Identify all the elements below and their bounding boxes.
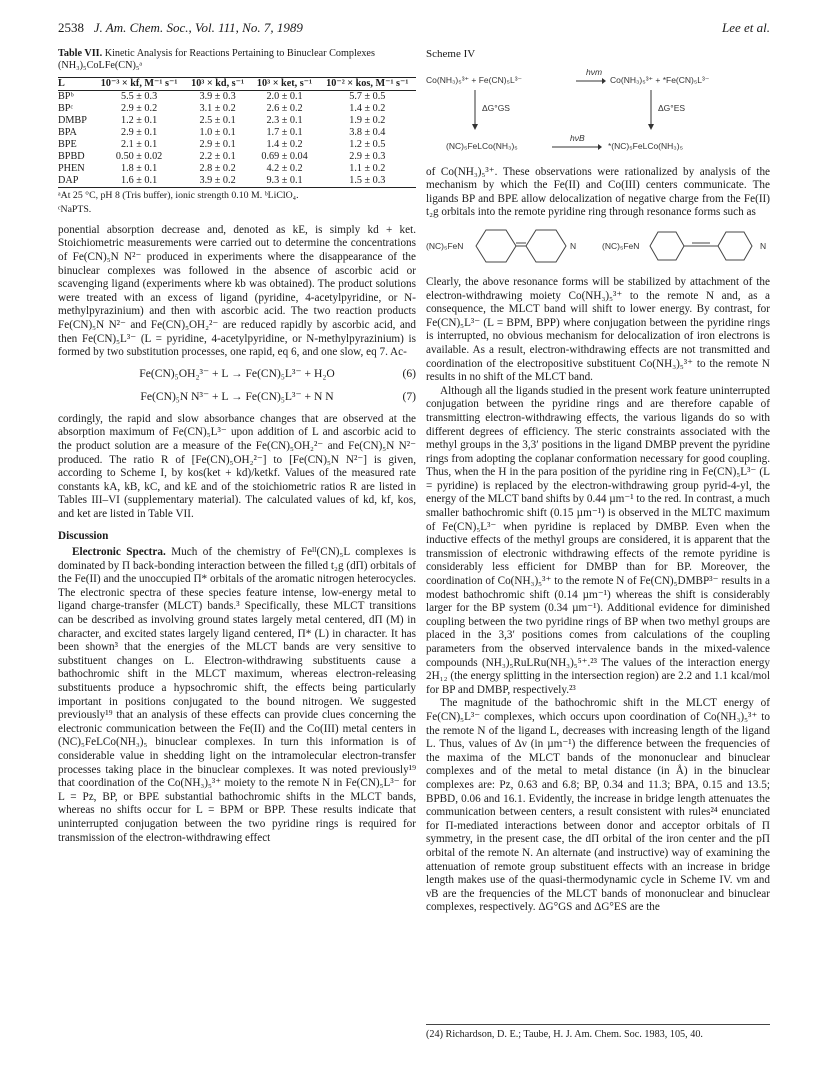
running-header [58, 20, 770, 38]
table-cell: 2.9 ± 0.2 [121, 102, 158, 114]
table-row [58, 90, 416, 103]
table-cell: 0.50 ± 0.02 [115, 150, 163, 162]
scheme-top-left: Co(NH₃)₅³⁺ + Fe(CN)₅L³⁻ [426, 74, 523, 85]
resonance-forms [426, 226, 770, 268]
col-header-kd: 10³ × kd, s⁻¹ [185, 77, 251, 90]
table-cell: 1.4 ± 0.2 [266, 138, 303, 150]
table-row [58, 163, 416, 175]
col-header-kf: 10⁻³ × kf, M⁻¹ s⁻¹ [93, 77, 184, 90]
header-left [58, 20, 303, 36]
table-cell: 1.9 ± 0.2 [349, 114, 386, 126]
table-row [58, 127, 416, 139]
table-cell: 1.8 ± 0.1 [121, 162, 158, 174]
page-number: 2538 [58, 20, 84, 35]
table-cell: 1.2 ± 0.5 [349, 138, 386, 150]
col-header-ket: 10³ × ket, s⁻¹ [250, 77, 318, 90]
equation-number: (6) [402, 366, 416, 380]
col-header-kos: 10⁻² × kos, M⁻¹ s⁻¹ [319, 77, 416, 90]
table-cell: BPBD [58, 150, 85, 162]
table-cell: 3.1 ± 0.2 [199, 102, 236, 114]
paragraph: cordingly, the rapid and slow absorbance changes that are observed at the absorption maximum of Fe(CN)₅L³⁻ upon addition of L and ascorbic acid to the product solution are a measure of the Fe(CN)₅OH₂²⁻ and Fe(CN)₅N N²⁻ produced. The ratio R of [Fe(CN)₅OH₂²⁻] to [Fe(CN)₅N N²⁻] is given, according to Scheme I, by kos(ket + kd)/ketkf. Values of the measured rate constants kA, kB, kC, and kE and of the stoichiometric ratios R are listed in Tables III–VI (supplementary material). The calculated values of kd, kf, kos, and ket are listed in Table VII. [58, 412, 416, 520]
table-cell: 3.9 ± 0.3 [199, 90, 236, 102]
table-cell: BPᶜ [58, 102, 74, 114]
paragraph-text: Much of the chemistry of Feᴵᴵ(CN)₅L complexes is dominated by Π back-bonding interaction between the filled t₂g (dΠ) orbitals of the Fe(II) and the unoccupied Π* orbitals of the aromatic nitrogen heterocycles. The electronic spectra of these species feature intense, low-energy metal to ligand charge-transfer (MLCT) bands.³ Specifically, these MLCT transitions can be described as involving ground states largely metal centered, dΠ (M) in character, and excited states largely ligand centered, Π* (L) in character. It has been shown³ that the energies of the MLCT bands are very sensitive to substituent changes on L. Electron-withdrawing substituents cause a bathochromic shift in the MLCT maximum, whereas electron-releasing substituents produce a hypsochromic shift, the effects being particularly important in positions conjugated to the bound nitrogen. We suggested previously¹⁹ that an analysis of these effects can provide clues concerning the electronic communication between the Fe(II) and the Co(III) metal centers in (NC)₅FeLCo(NH₃)₅ binuclear complexes. In turn this information is of considerable value in shedding light on the intramolecular electron-transfer processes taking place in the binuclear complexes. It was noted previously¹⁹ that coordination of the Co(NH₃)₅³⁺ moiety to the remote N in Fe(CN)₅L³⁻ for L = Pz, BP, or BPE substantial bathochromic shifts in the MLCT bands, whereas no shifts occur for L = BPM or BPP. These results indicate that uninterrupted conjugation between the two pyridine rings is required for transmission of the electron-withdrawing effect [58, 546, 416, 844]
scheme-top-right: Co(NH₃)₅³⁺ + *Fe(CN)₅L³⁻ [610, 74, 710, 85]
paragraph [58, 546, 416, 845]
table-cell: 2.8 ± 0.2 [199, 162, 236, 174]
paragraph: ponential absorption decrease and, denoted as kE, is simply kd + ket. Stoichiometric measurements were carried out to determine the concentrations of Fe(CN)₅N N²⁻ produced in experiments where the disappearance of the binuclear complexes was followed in the absence of ascorbic acid or scavenging ligand (experiments where kb was obtained). The product solutions were treated with an excess of ligand (pyridine, 4-acetylpyridine, or N-methylpyrazinium) and then with ascorbic acid. The two reaction products Fe(CN)₅N N²⁻ and Fe(CN)₅OH₂²⁻ are reduced rapidly by ascorbic acid, and then Fe(CN)₅L³⁻ (L = pyridine, 4-acetylpyridine, or N-methylpyrazinium) is formed by two substitution processes, one rapid, eq 6, and one slow, eq 7. Ac- [58, 223, 416, 359]
equation-text: Fe(CN)₅N N³⁻ + L → Fe(CN)₅L³⁻ + N N [140, 389, 334, 403]
equation-text: Fe(CN)₅OH₂³⁻ + L → Fe(CN)₅L³⁻ + H₂O [139, 366, 335, 380]
table-cell: 2.2 ± 0.1 [199, 150, 236, 162]
run-in-heading: Electronic Spectra. [72, 546, 166, 559]
scheme-iv-diagram [426, 66, 770, 166]
page-footnote: (24) Richardson, D. E.; Taube, H. J. Am. Chem. Soc. 1983, 105, 40. [426, 1024, 770, 1040]
bpe-quinoid-structure [646, 226, 758, 266]
table-row [58, 103, 416, 115]
resonance-1-n: N [570, 240, 577, 251]
table-cell: 0.69 ± 0.04 [261, 150, 308, 162]
table-cell: 9.3 ± 0.1 [250, 175, 318, 188]
table-footnote-a: ᵃAt 25 °C, pH 8 (Tris buffer), ionic strength 0.10 M. ᵇLiClO₄. [58, 189, 299, 201]
table-cell: 1.6 ± 0.1 [93, 175, 184, 188]
table-cell: 1.7 ± 0.1 [266, 126, 303, 138]
table-label: Table VII. [58, 48, 103, 59]
table-footnote-c: ᶜNaPTS. [58, 203, 92, 215]
table-cell: BPA [58, 126, 77, 138]
table-cell: BPᵇ [58, 90, 74, 102]
table-cell: 5.5 ± 0.3 [121, 90, 158, 102]
scheme-bottom-right: *(NC)₅FeLCo(NH₃)₅ [608, 140, 684, 151]
table-cell: 1.0 ± 0.1 [199, 126, 236, 138]
paragraph: Clearly, the above resonance forms will be stabilized by attachment of the electron-withdrawing moiety Co(NH₃)₅³⁺ to the remote N and, as a consequence, the MLCT band will shift to lower energy. By contrast, for Fe(CN)₅L³⁻ (L = BPM, BPP) where conjugation between the pyridine rings is interrupted, no obvious mechanism for delocalization of iron electrons is available. As a result, electron-withdrawing effects are not transmitted and coordination of the electropositive substituent Co(NH₃)₅³⁺ to the remote N results in no shift of the MLCT band. [426, 275, 770, 384]
table-caption [58, 48, 416, 73]
table-cell: 2.9 ± 0.1 [199, 138, 236, 150]
table-cell: 1.5 ± 0.3 [319, 175, 416, 188]
journal-name: J. Am. Chem. Soc., [93, 20, 192, 35]
table-cell: 1.1 ± 0.2 [349, 162, 386, 174]
table-cell: DAP [58, 175, 93, 188]
section-heading: Discussion [58, 529, 109, 542]
table-cell: 4.2 ± 0.2 [266, 162, 303, 174]
right-column [426, 48, 770, 915]
table-cell: 2.9 ± 0.1 [121, 126, 158, 138]
arrow-down-icon [470, 90, 480, 130]
table-cell: 1.2 ± 0.1 [121, 114, 158, 126]
scheme-dg-es: ΔG°ES [658, 102, 686, 113]
table-cell: 3.9 ± 0.2 [185, 175, 251, 188]
col-header-ligand: L [58, 77, 93, 90]
arrow-right-icon [552, 142, 602, 152]
table-row [58, 115, 416, 127]
table-row [58, 139, 416, 151]
bipyridine-quinoid-structure [470, 226, 570, 266]
resonance-1-label: (NC)₅FeN [426, 240, 464, 251]
scheme-bottom-arrow-label: hνB [570, 132, 585, 143]
paragraph: The magnitude of the bathochromic shift in the MLCT energy of Fe(CN)₅L³⁻ complexes, which occurs upon coordination of Co(NH₃)₅³⁺ to the remote N of the ligand L, decreases with increasing length of the ligand L. Thus, values of Δν (in µm⁻¹) the difference between the frequencies of the maxima of the MLCT bands of the mononuclear and binuclear complexes and of the metal to metal distance (in Å) in the binuclear complexes are: Pz, 0.63 and 6.8; BP, 0.34 and 11.3; BPA, 0.15 and 13.5; BPBD, 0.06 and 16.1. Evidently, the increase in bridge length attenuates the communication between centers, a result consistent with rules²⁴ enunciated for Π-mediated interactions between donor and acceptor orbitals of Π symmetry, in the present case, the dΠ orbital of the iron center and the pΠ orbital of the remote N. An alternate (and instructive) way of examining the attenuation of remote group substituent effects with an increase in bridge length makes use of the quasi-thermodynamic cycle in Scheme IV. νm and νB are the frequencies of the MLCT bands of mononuclear and binuclear complexes, respectively. ΔG°GS and ΔG°ES are the [426, 697, 770, 914]
table-cell: 2.6 ± 0.2 [266, 102, 303, 114]
scheme-bottom-left: (NC)₅FeLCo(NH₃)₅ [446, 140, 518, 151]
table-cell: 2.9 ± 0.3 [349, 150, 386, 162]
table-cell: 2.0 ± 0.1 [266, 90, 303, 102]
equation-number: (7) [402, 389, 416, 403]
table-cell: 2.1 ± 0.1 [121, 138, 158, 150]
table-title: Kinetic Analysis for Reactions Pertaining to Binuclear Complexes (NH₃)₅CoLFe(CN)₅ᵃ [58, 48, 375, 72]
resonance-2-n: N [760, 240, 767, 251]
equation-6 [58, 367, 416, 383]
table-cell: 3.8 ± 0.4 [349, 126, 386, 138]
scheme-title: Scheme IV [426, 48, 476, 60]
scheme-top-arrow-label: hνm [586, 66, 603, 77]
equation-7 [58, 390, 416, 406]
resonance-2-label: (NC)₅FeN [602, 240, 640, 251]
paragraph: of Co(NH₃)₅³⁺. These observations were rationalized by analysis of the mechanism by which the Fe(II) and Co(III) centers communicate. The ligands BP and BPE allow delocalization of negative charge from the Fe(II) t₂g orbitals into the remote pyridine ring through resonance forms such as [426, 165, 770, 219]
journal-volume: Vol. 111, No. 7, 1989 [194, 20, 303, 35]
arrow-right-icon [576, 76, 606, 86]
table-cell: BPE [58, 138, 77, 150]
left-column [58, 48, 416, 845]
kinetic-table [58, 77, 416, 188]
table-cell: 5.7 ± 0.5 [349, 90, 386, 102]
arrow-down-icon [646, 90, 656, 130]
table-cell: DMBP [58, 114, 87, 126]
table-cell: PHEN [58, 162, 85, 174]
table-cell: 2.5 ± 0.1 [199, 114, 236, 126]
table-row [58, 151, 416, 163]
header-authors: Lee et al. [721, 20, 770, 35]
scheme-dg-gs: ΔG°GS [482, 102, 510, 113]
table-cell: 2.3 ± 0.1 [266, 114, 303, 126]
table-row [58, 175, 416, 188]
paragraph: Although all the ligands studied in the present work feature uninterrupted conjugation between the pyridine rings and are therefore capable of transmitting electron-withdrawing effects, the various ligands do so with different degrees of efficiency. The steric constraints associated with the methyl groups in the 3,3′ positions in the ligand DMBP prevent the pyridine rings from adopting the coplanar conformation necessary for good coupling. Thus, when the H in the para position of the pyridine ring in Fe(CN)₅L³⁻ (L = pyridine) is replaced by the electron-withdrawing group pyrid-4-yl, the energy of the MLCT band shifts by 0.44 µm⁻¹ to the red. In contrast, a much smaller bathochromic shift (0.15 µm⁻¹) is observed in the MLTC maximum of Fe(CN)₅L³⁻ when pyridine is replaced by DMBP. Even when the inductive effects of the methyl groups are considered, it is apparent that the transmission of electronic withdrawing effects of the remote pyridine is considerably less efficient for DMBP than for BP. Moreover, the coordination of Co(NH₃)₅³⁺ to the remote N of Fe(CN)₅DMBP³⁻ results in a modest bathochromic shift (0.14 µm⁻¹) whereas the shift is considerably larger for the BP system (0.34 µm⁻¹). Additional evidence for diminished coupling between the two pyridine rings of BP when two methyl groups are placed in the 3,3′ positions comes from calculations of the coupling parameters from the observed intervalence bands in the mixed-valence compounds (NH₃)₅RuLRu(NH₃)₅⁵⁺.²³ The values of the interaction energy 2H₁₂ (the energy splitting in the intersection region) are 2.2 and 1.1 kcal/mol for BP and DMBP, respectively.²³ [426, 384, 771, 696]
table-cell: 1.4 ± 0.2 [349, 102, 386, 114]
